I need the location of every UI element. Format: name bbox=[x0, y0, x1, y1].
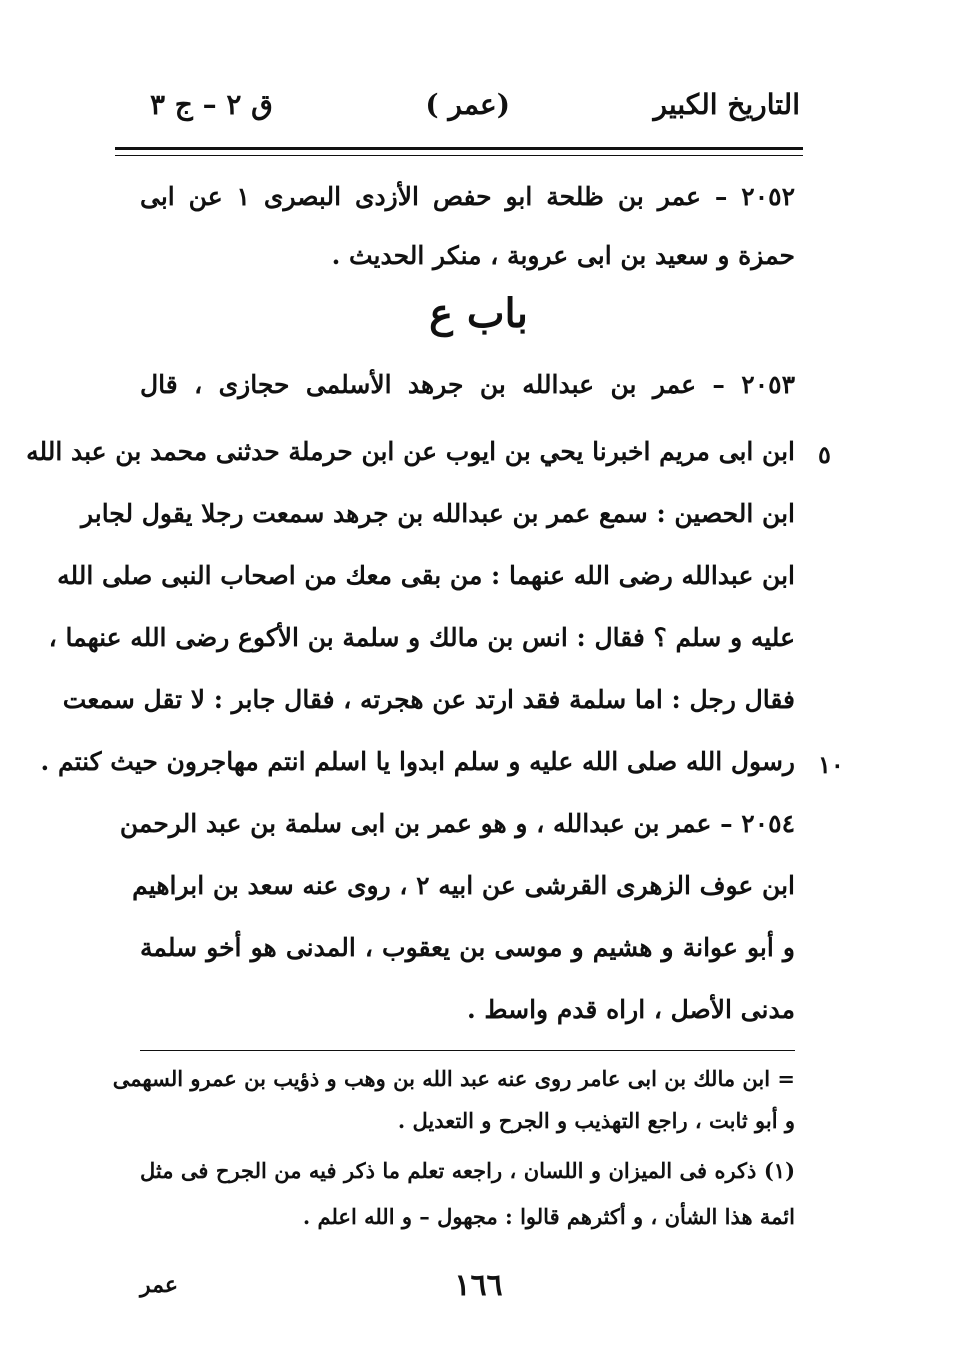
section-name: (عمر ) bbox=[425, 88, 510, 121]
text-line: رسول الله صلى الله عليه و سلم ابدوا يا اسلم انتم مهاجرون حيث كنتم . bbox=[40, 747, 795, 776]
catchword: عمر bbox=[140, 1272, 178, 1298]
text-line: ٢٠٥٣ – عمر بن عبدالله بن جرهد الأسلمى حجازى ، قال bbox=[140, 370, 795, 399]
text-line: ٢٠٥٤ – عمر بن عبدالله ، و هو عمر بن ابى سلمة بن عبد الرحمن bbox=[119, 809, 795, 838]
header-rule bbox=[115, 147, 803, 156]
page-number: ١٦٦ bbox=[454, 1268, 503, 1303]
text-line: ابن عبدالله رضى الله عنهما : من بقى معك من اصحاب النبى صلى الله bbox=[57, 561, 795, 590]
book-title: التاريخ الكبير bbox=[653, 88, 800, 121]
text-line: حمزة و سعيد بن ابى عروبة ، منكر الحديث . bbox=[331, 241, 795, 270]
footnote-line: و أبو ثابت ، راجع التهذيب و الجرح و التعديل . bbox=[397, 1108, 795, 1133]
text-line: ابن ابى مريم اخبرنا يحي بن ايوب عن ابن حرملة حدثنى محمد بن عبد الله bbox=[26, 437, 795, 466]
text-line: و أبو عوانة و هشيم و موسى بن يعقوب ، المدنى هو أخو سلمة bbox=[140, 933, 795, 962]
line-number-10: ١٠ bbox=[818, 750, 844, 779]
text-line: فقال رجل : اما سلمة فقد ارتد عن هجرته ، فقال جابر : لا تقل سمعت bbox=[62, 685, 795, 714]
text-line: ابن الحصين : سمع عمر بن عبدالله بن جرهد سمعت رجلا يقول لجابر bbox=[80, 499, 795, 528]
footnote-line: = ابن مالك بن ابى عامر روى عنه عبد الله بن وهب و ذؤيب بن عمرو السهمى bbox=[112, 1066, 795, 1091]
text-line: ٢٠٥٢ – عمر بن ظلحة ابو حفص الأزدى البصرى ١ عن ابى bbox=[140, 182, 795, 211]
footnote-divider bbox=[140, 1050, 795, 1051]
footnote-line: ائمة هذا الشأن ، و أكثرهم قالوا : مجهول – و الله اعلم . bbox=[302, 1204, 795, 1229]
line-number-5: ٥ bbox=[818, 440, 831, 469]
volume-indicator: ق ٢ – ج ٣ bbox=[150, 88, 273, 121]
text-line: عليه و سلم ؟ فقال : انس بن مالك و سلمة بن الأكوع رضى الله عنهما ، bbox=[48, 623, 795, 652]
text-line: ابن عوف الزهرى القرشى عن ابيه ٢ ، روى عنه سعد بن ابراهيم bbox=[132, 871, 795, 900]
footnote-line: (١) ذكره فى الميزان و اللسان ، راجعه تعلم ما ذكر فيه من الجرح فى مثل bbox=[140, 1158, 795, 1183]
page-header bbox=[140, 88, 800, 138]
chapter-heading: باب ع bbox=[429, 290, 528, 337]
text-line: مدنى الأصل ، اراه قدم واسط . bbox=[467, 995, 795, 1024]
